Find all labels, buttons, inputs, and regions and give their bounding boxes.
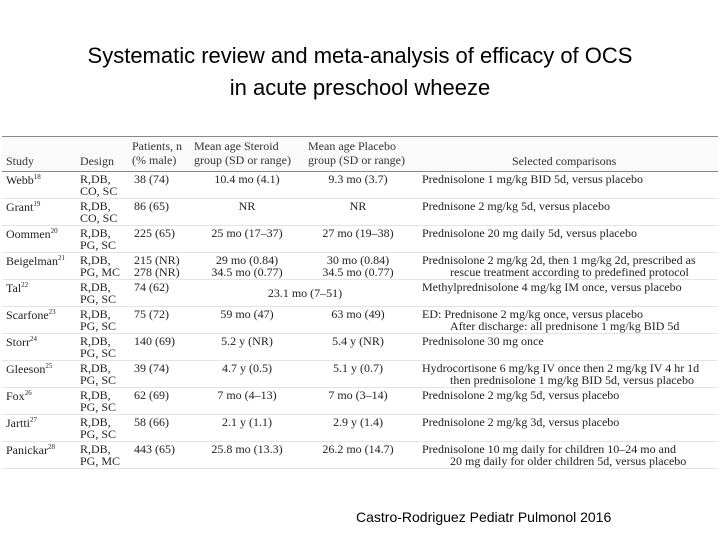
steroid-age-line-1: 25 mo (17–37) [211,226,283,240]
design-line-2: PG, SC [80,400,117,414]
study-name: Grant [6,200,34,214]
design-cell [80,308,116,332]
patients-cell [134,389,169,401]
patients-line-1: 225 (65) [134,226,175,240]
comparison-line-1: Hydrocortisone 6 mg/kg IV once then 2 mg/kg IV 4 hr 1d [422,361,700,375]
comparison-cell [422,416,619,428]
patients-cell [134,443,175,455]
steroid-age-cell [202,173,292,185]
design-cell [80,200,117,224]
design-line-2: CO, SC [80,211,118,225]
studies-table [2,136,718,469]
table-row [2,172,718,199]
design-line-1: R,DB, [80,415,111,429]
patients-line-1: 38 (74) [134,172,169,186]
comparison-cell [422,254,696,278]
study-name: Panickar [6,443,48,457]
design-cell [80,362,116,386]
header-patients-line-2: (% male) [132,153,177,167]
study-reference: 22 [21,281,29,289]
design-cell [80,335,116,359]
study-name: Webb [6,173,34,187]
slide-title [0,40,720,104]
comparison-cell [422,362,699,386]
steroid-age-cell [202,200,292,212]
design-line-1: R,DB, [80,172,111,186]
header-steroid-line-1: Mean age Steroid [194,139,279,153]
placebo-age-cell [308,173,408,185]
table-row [2,334,718,361]
design-line-1: R,DB, [80,361,111,375]
patients-line-1: 58 (66) [134,415,169,429]
study-reference: 25 [45,362,53,370]
comparison-cell [422,389,619,401]
steroid-age-line-1: 10.4 mo (4.1) [214,172,280,186]
study-reference: 24 [30,335,37,343]
header-patients-line-1: Patients, n [132,139,182,153]
design-line-1: R,DB, [80,307,111,321]
design-line-1: R,DB, [80,334,111,348]
patients-line-1: 74 (62) [134,280,169,294]
header-steroid-age [194,139,291,167]
header-placebo-age [308,139,405,167]
patients-line-1: 140 (69) [134,334,175,348]
placebo-age-line-2: 34.5 mo (0.77) [322,265,394,279]
study-name: Tal [6,281,22,295]
design-cell [80,416,116,440]
table-row [2,199,718,226]
design-cell [80,254,120,278]
placebo-age-cell [308,443,408,455]
table-header [2,136,718,172]
steroid-age-cell [202,416,292,428]
comparison-line-1: Prednisolone 2 mg/kg 5d, versus placebo [422,388,620,402]
comparison-line-2: then prednisolone 1 mg/kg BID 5d, versus placebo [450,373,694,387]
steroid-age-line-1: 59 mo (47) [220,307,274,321]
design-cell [80,443,120,467]
design-cell [80,281,116,305]
study-reference: 27 [30,416,37,424]
study-name-cell [6,174,41,186]
design-cell [80,173,117,197]
steroid-age-cell [202,335,292,347]
steroid-age-cell [202,254,292,278]
steroid-age-line-1: NR [238,199,256,213]
comparison-cell [422,173,643,185]
placebo-age-cell [308,254,408,278]
design-line-2: PG, SC [80,319,117,333]
patients-cell [134,254,180,278]
placebo-age-cell [308,200,408,212]
table-row [2,226,718,253]
study-reference: 18 [33,173,41,181]
steroid-age-line-1: 29 mo (0.84) [215,253,279,267]
placebo-age-cell [308,308,408,320]
patients-cell [134,416,169,428]
steroid-age-cell [202,389,292,401]
design-line-1: R,DB, [80,280,111,294]
steroid-age-line-1: 5.2 y (NR) [221,334,273,348]
table-row [2,361,718,388]
comparison-line-1: Prednisolone 2 mg/kg 2d, then 1 mg/kg 2d, prescribed as [422,253,696,267]
placebo-age-cell [308,227,408,239]
placebo-age-cell [308,362,408,374]
design-line-2: PG, MC [80,454,121,468]
placebo-age-line-1: 5.4 y (NR) [332,334,384,348]
patients-line-1: 62 (69) [134,388,169,402]
comparison-line-2: 20 mg daily for older children 5d, versus placebo [450,454,687,468]
design-line-1: R,DB, [80,442,111,456]
patients-line-1: 75 (72) [134,307,169,321]
study-name-cell [6,309,56,321]
placebo-age-line-1: 26.2 mo (14.7) [322,442,394,456]
study-reference: 20 [50,227,58,235]
study-reference: 23 [48,308,56,316]
placebo-age-line-1: 2.9 y (1.4) [333,415,383,429]
patients-line-1: 215 (NR) [134,253,180,267]
patients-cell [134,308,169,320]
study-name-cell [6,417,37,429]
comparison-cell [422,443,686,467]
header-placebo-line-2: group (SD or range) [308,153,405,167]
patients-line-1: 443 (65) [134,442,175,456]
placebo-age-line-1: 5.1 y (0.7) [333,361,383,375]
steroid-age-cell [202,362,292,374]
design-line-2: PG, MC [80,265,121,279]
study-name-cell [6,201,40,213]
steroid-age-cell [202,443,292,455]
study-reference: 26 [24,389,32,397]
comparison-line-1: Prednisolone 30 mg once [422,334,544,348]
placebo-age-line-1: 9.3 mo (3.7) [328,172,388,186]
comparison-line-1: Prednisone 2 mg/kg 5d, versus placebo [422,199,610,213]
table-row [2,415,718,442]
placebo-age-line-1: 7 mo (3–14) [328,388,388,402]
steroid-age-line-1: 25.8 mo (13.3) [211,442,283,456]
header-design: Design [80,154,114,168]
study-name-cell [6,228,58,240]
table-row [2,280,718,307]
citation: Castro-Rodriguez Pediatr Pulmonol 2016 [356,509,612,525]
study-name: Storr [6,335,30,349]
patients-line-1: 39 (74) [134,361,169,375]
comparison-line-1: Prednisolone 10 mg daily for children 10–24 mo and [422,442,676,456]
placebo-age-cell [308,416,408,428]
steroid-age-cell [202,308,292,320]
study-name-cell [6,363,52,375]
design-line-2: PG, SC [80,292,117,306]
design-cell [80,389,116,413]
comparison-cell [422,308,679,332]
design-line-2: PG, SC [80,238,117,252]
patients-line-2: 278 (NR) [134,265,180,279]
study-name-cell [6,255,65,267]
study-reference: 19 [33,200,41,208]
header-comparisons: Selected comparisons [512,154,617,168]
placebo-age-line-1: 30 mo (0.84) [326,253,390,267]
comparison-cell [422,227,637,239]
steroid-age-line-2: 34.5 mo (0.77) [211,265,283,279]
study-name: Beigelman [6,254,58,268]
comparison-line-2: rescue treatment according to predefined protocol [450,265,689,279]
design-cell [80,227,116,251]
design-line-1: R,DB, [80,199,111,213]
design-line-1: R,DB, [80,226,111,240]
table-row [2,307,718,334]
header-placebo-line-1: Mean age Placebo [308,139,396,153]
slide-title-line-1: Systematic review and meta-analysis of efficacy of OCS [87,43,633,68]
header-steroid-line-2: group (SD or range) [194,153,291,167]
slide-title-line-2: in acute preschool wheeze [229,75,491,100]
placebo-age-line-1: 27 mo (19–38) [322,226,394,240]
study-reference: 28 [47,443,55,451]
header-patients [132,139,182,167]
study-name-cell [6,444,55,456]
patients-line-1: 86 (65) [134,199,169,213]
comparison-cell [422,200,610,212]
design-line-2: PG, SC [80,427,117,441]
comparison-line-1: Prednisolone 2 mg/kg 3d, versus placebo [422,415,620,429]
combined-age-cell: 23.1 mo (7–51) [267,286,343,300]
table-row [2,253,718,280]
study-name: Jartti [6,416,30,430]
patients-cell [134,173,169,185]
patients-cell [134,335,175,347]
table-row [2,442,718,469]
study-reference: 21 [57,254,65,262]
steroid-age-line-1: 4.7 y (0.5) [222,361,272,375]
study-name: Oommen [6,227,51,241]
comparison-line-1: Methylprednisolone 4 mg/kg IM once, versus placebo [422,280,682,294]
steroid-age-line-1: 2.1 y (1.1) [222,415,272,429]
study-name-cell [6,282,28,294]
comparison-line-2: After discharge: all prednisone 1 mg/kg BID 5d [450,319,680,333]
table-body [2,172,718,469]
placebo-age-line-1: 63 mo (49) [331,307,385,321]
design-line-2: PG, SC [80,373,117,387]
comparison-line-1: ED: Prednisone 2 mg/kg once, versus placebo [422,307,643,321]
study-name-cell [6,390,32,402]
design-line-2: PG, SC [80,346,117,360]
table-row [2,388,718,415]
comparison-line-1: Prednisolone 1 mg/kg BID 5d, versus placebo [422,172,643,186]
study-name-cell [6,336,37,348]
patients-cell [134,281,169,293]
comparison-line-1: Prednisolone 20 mg daily 5d, versus placebo [422,226,637,240]
design-line-1: R,DB, [80,388,111,402]
comparison-cell [422,335,544,347]
study-name: Fox [6,389,25,403]
study-name: Scarfone [6,308,49,322]
design-line-2: CO, SC [80,184,118,198]
placebo-age-cell [308,335,408,347]
comparison-cell [422,281,682,293]
placebo-age-cell [308,389,408,401]
patients-cell [134,200,169,212]
study-name: Gleeson [6,362,46,376]
steroid-age-cell [202,227,292,239]
design-line-1: R,DB, [80,253,111,267]
steroid-age-line-1: 7 mo (4–13) [217,388,277,402]
placebo-age-line-1: NR [349,199,367,213]
header-study: Study [6,154,35,168]
patients-cell [134,362,169,374]
patients-cell [134,227,175,239]
